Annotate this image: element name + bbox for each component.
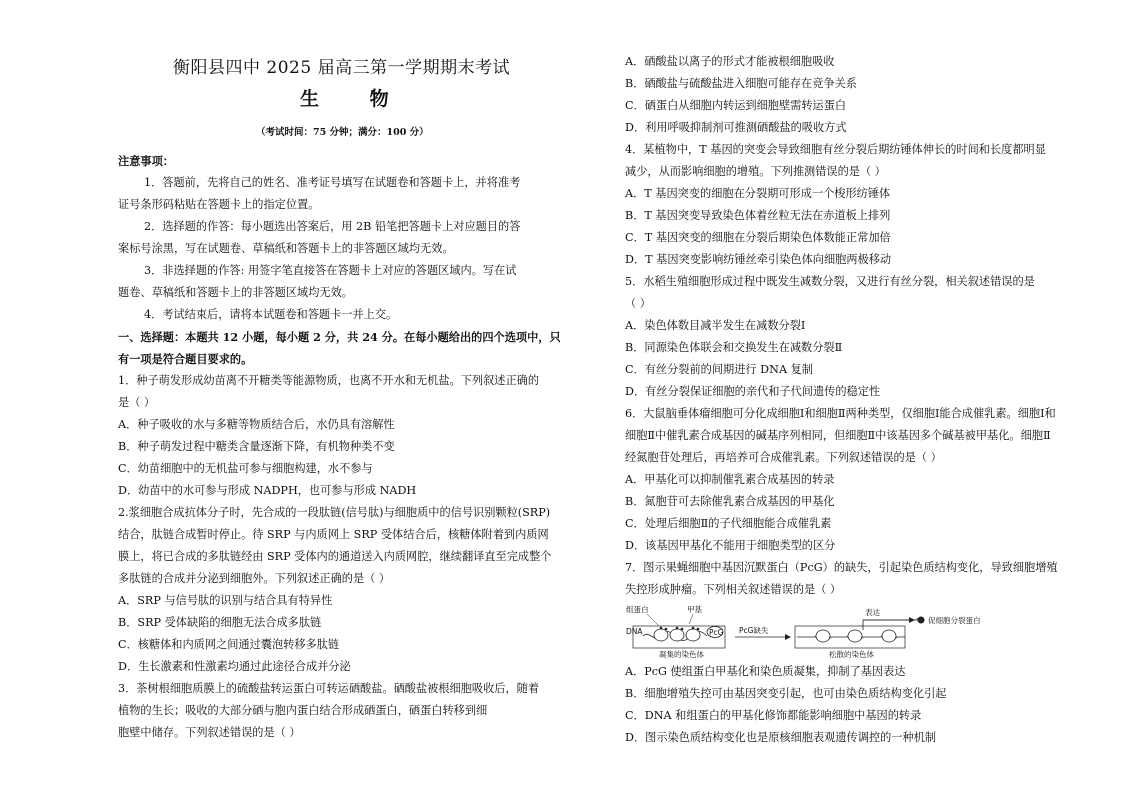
express-label: 表达	[865, 608, 880, 617]
question-line: 失控形成肿瘤。下列相关叙述错误的是（ ）	[625, 583, 842, 596]
option-line: C．硒蛋白从细胞内转运到细胞壁需转运蛋白	[625, 99, 847, 112]
option-line: A．SRP 与信号肽的识别与结合具有特异性	[118, 594, 333, 607]
option-line: B．细胞增殖失控可由基因突变引起，也可由染色质结构变化引起	[625, 687, 947, 700]
option-line: A．硒酸盐以离子的形式才能被根细胞吸收	[625, 55, 835, 68]
section-heading: 一、选择题：本题共 12 小题，每小题 2 分，共 24 分。在每小题给出的四个选项中，只	[118, 330, 561, 344]
option-line: C．处理后细胞Ⅱ的子代细胞能合成催乳素	[625, 517, 832, 530]
option-line: D．幼苗中的水可参与形成 NADPH，也可参与形成 NADH	[118, 484, 417, 497]
option-line: C．DNA 和组蛋白的甲基化修饰都能影响细胞中基因的转录	[625, 709, 922, 722]
question-line: 4．某植物中，T 基因的突变会导致细胞有丝分裂后期纺锤体伸长的时间和长度都明显	[625, 143, 1046, 156]
question-line: 细胞Ⅱ中催乳素合成基因的碱基序列相同，但细胞Ⅱ中该基因多个碱基被甲基化。细胞Ⅱ	[625, 429, 1051, 442]
dna-label: DNA	[626, 627, 643, 636]
exam-info: （考试时间：75 分钟；满分：100 分）	[256, 127, 429, 138]
question-line: 植物的生长；吸收的大部分硒与胞内蛋白结合形成硒蛋白，硒蛋白转移到细	[118, 704, 488, 717]
option-line: D．T 基因突变影响纺锤丝牵引染色体向细胞两极移动	[625, 253, 892, 266]
question-line: 结合，肽链合成暂时停止。待 SRP 与内质网上 SRP 受体结合后，核糖体附着到内质网	[118, 528, 549, 541]
option-line: D．有丝分裂保证细胞的亲代和子代间遗传的稳定性	[625, 385, 881, 398]
option-line: A．染色体数目减半发生在减数分裂Ⅰ	[625, 319, 806, 332]
option-line: B．硒酸盐与硫酸盐进入细胞可能存在竞争关系	[625, 77, 857, 90]
question-line: 经氮胞苷处理后，再培养可合成催乳素。下列叙述错误的是（ ）	[625, 451, 942, 464]
question-line: 膜上，将已合成的多肽链经由 SRP 受体内的通道送入内质网腔，继续翻译直至完成整个	[118, 550, 552, 563]
pcg-loss-label: PcG缺失	[739, 626, 769, 635]
histone-label: 组蛋白	[626, 605, 649, 614]
nucleosome	[670, 629, 684, 641]
nucleosome	[654, 629, 668, 641]
question-line: （ ）	[625, 297, 651, 310]
question-line: 5．水稻生殖细胞形成过程中既发生减数分裂，又进行有丝分裂，相关叙述错误的是	[625, 275, 1035, 288]
question-line: 减少，从而影响细胞的增殖。下列推测错误的是（ ）	[625, 165, 886, 178]
nucleosome	[882, 630, 896, 642]
option-line: C．核糖体和内质网之间通过囊泡转移多肽链	[118, 638, 340, 651]
option-line: B．氮胞苷可去除催乳素合成基因的甲基化	[625, 495, 835, 508]
notice-heading: 注意事项：	[118, 154, 174, 168]
option-line: A．种子吸收的水与多糖等物质结合后，水仍具有溶解性	[118, 418, 395, 431]
notice-line: 案标号涂黑，写在试题卷、草稿纸和答题卡上的非答题区域均无效。	[118, 242, 454, 255]
notice-line: 3．非选择题的作答: 用签字笔直接答在答题卡上对应的答题区域内。写在试	[144, 264, 517, 277]
question-line: 3．茶树根细胞质膜上的硫酸盐转运蛋白可转运硒酸盐。硒酸盐被根细胞吸收后，随着	[118, 682, 540, 695]
product-dot	[918, 617, 925, 624]
question-line: 多肽链的合成并分泌到细胞外。下列叙述正确的是（ ）	[118, 572, 391, 585]
loose-label: 松散的染色体	[829, 650, 874, 659]
option-line: B．种子萌发过程中糖类含量逐渐下降，有机物种类不变	[118, 440, 395, 453]
question-line: 胞壁中储存。下列叙述错误的是（ ）	[118, 726, 301, 739]
option-line: D．利用呼吸抑制剂可推测硒酸盐的吸收方式	[625, 121, 847, 134]
option-line: B．T 基因突变导致染色体着丝粒无法在赤道板上排列	[625, 209, 891, 222]
subject-title: 生 物	[300, 88, 411, 110]
option-line: D．该基因甲基化不能用于细胞类型的区分	[625, 539, 836, 552]
notice-line: 1．答题前，先将自己的姓名、准考证号填写在试题卷和答题卡上，并将准考	[144, 176, 521, 189]
notice-line: 4．考试结束后，请将本试题卷和答题卡一并上交。	[144, 308, 398, 321]
notice-line: 题卷、草稿纸和答题卡上的非答题区域均无效。	[118, 286, 353, 299]
question-line: 2.浆细胞合成抗体分子时，先合成的一段肽链(信号肽)与细胞质中的信号识别颗粒(SRP)	[118, 506, 551, 519]
question-line: 1．种子萌发形成幼苗离不开糖类等能源物质，也离不开水和无机盐。下列叙述正确的	[118, 374, 540, 387]
product-label: 促细胞分裂蛋白	[928, 616, 981, 625]
section-heading: 有一项是符合题目要求的。	[118, 352, 253, 366]
question-line: 是（ ）	[118, 396, 156, 409]
methyl-label: 甲基	[687, 605, 702, 614]
option-line: A．PcG 使组蛋白甲基化和染色质凝集，抑制了基因表达	[625, 665, 906, 678]
option-line: B．同源染色体联会和交换发生在减数分裂Ⅱ	[625, 341, 843, 354]
notice-line: 证号条形码粘贴在答题卡上的指定位置。	[118, 198, 320, 211]
question-line: 7．图示果蝇细胞中基因沉默蛋白（PcG）的缺失，引起染色质结构变化，导致细胞增殖	[625, 561, 1058, 574]
nucleosome	[848, 630, 862, 642]
notice-line: 2．选择题的作答：每小题选出答案后，用 2B 铅笔把答题卡上对应题目的答	[144, 220, 521, 233]
question-line: 6．大鼠脑垂体瘤细胞可分化成细胞Ⅰ和细胞Ⅱ两种类型，仅细胞Ⅰ能合成催乳素。细胞Ⅰ和	[625, 407, 1056, 420]
option-line: A．T 基因突变的细胞在分裂期可形成一个梭形纺锤体	[625, 187, 891, 200]
chromatin-diagram	[625, 604, 1061, 662]
option-line: C．T 基因突变的细胞在分裂后期染色体数能正常加倍	[625, 231, 891, 244]
nucleosome	[816, 630, 830, 642]
nucleosome	[686, 629, 700, 641]
option-line: C．幼苗细胞中的无机盐可参与细胞构建，水不参与	[118, 462, 373, 475]
pcg-label: PcG	[709, 628, 724, 637]
condensed-label: 凝集的染色体	[659, 650, 704, 659]
option-line: D．图示染色质结构变化也是原核细胞表观遗传调控的一种机制	[625, 731, 937, 744]
option-line: D．生长激素和性激素均通过此途径合成并分泌	[118, 660, 351, 673]
option-line: C．有丝分裂前的间期进行 DNA 复制	[625, 363, 813, 376]
option-line: B．SRP 受体缺陷的细胞无法合成多肽链	[118, 616, 322, 629]
option-line: A．甲基化可以抑制催乳素合成基因的转录	[625, 473, 835, 486]
exam-title: 衡阳县四中 2025 届高三第一学期期末考试	[173, 58, 511, 78]
